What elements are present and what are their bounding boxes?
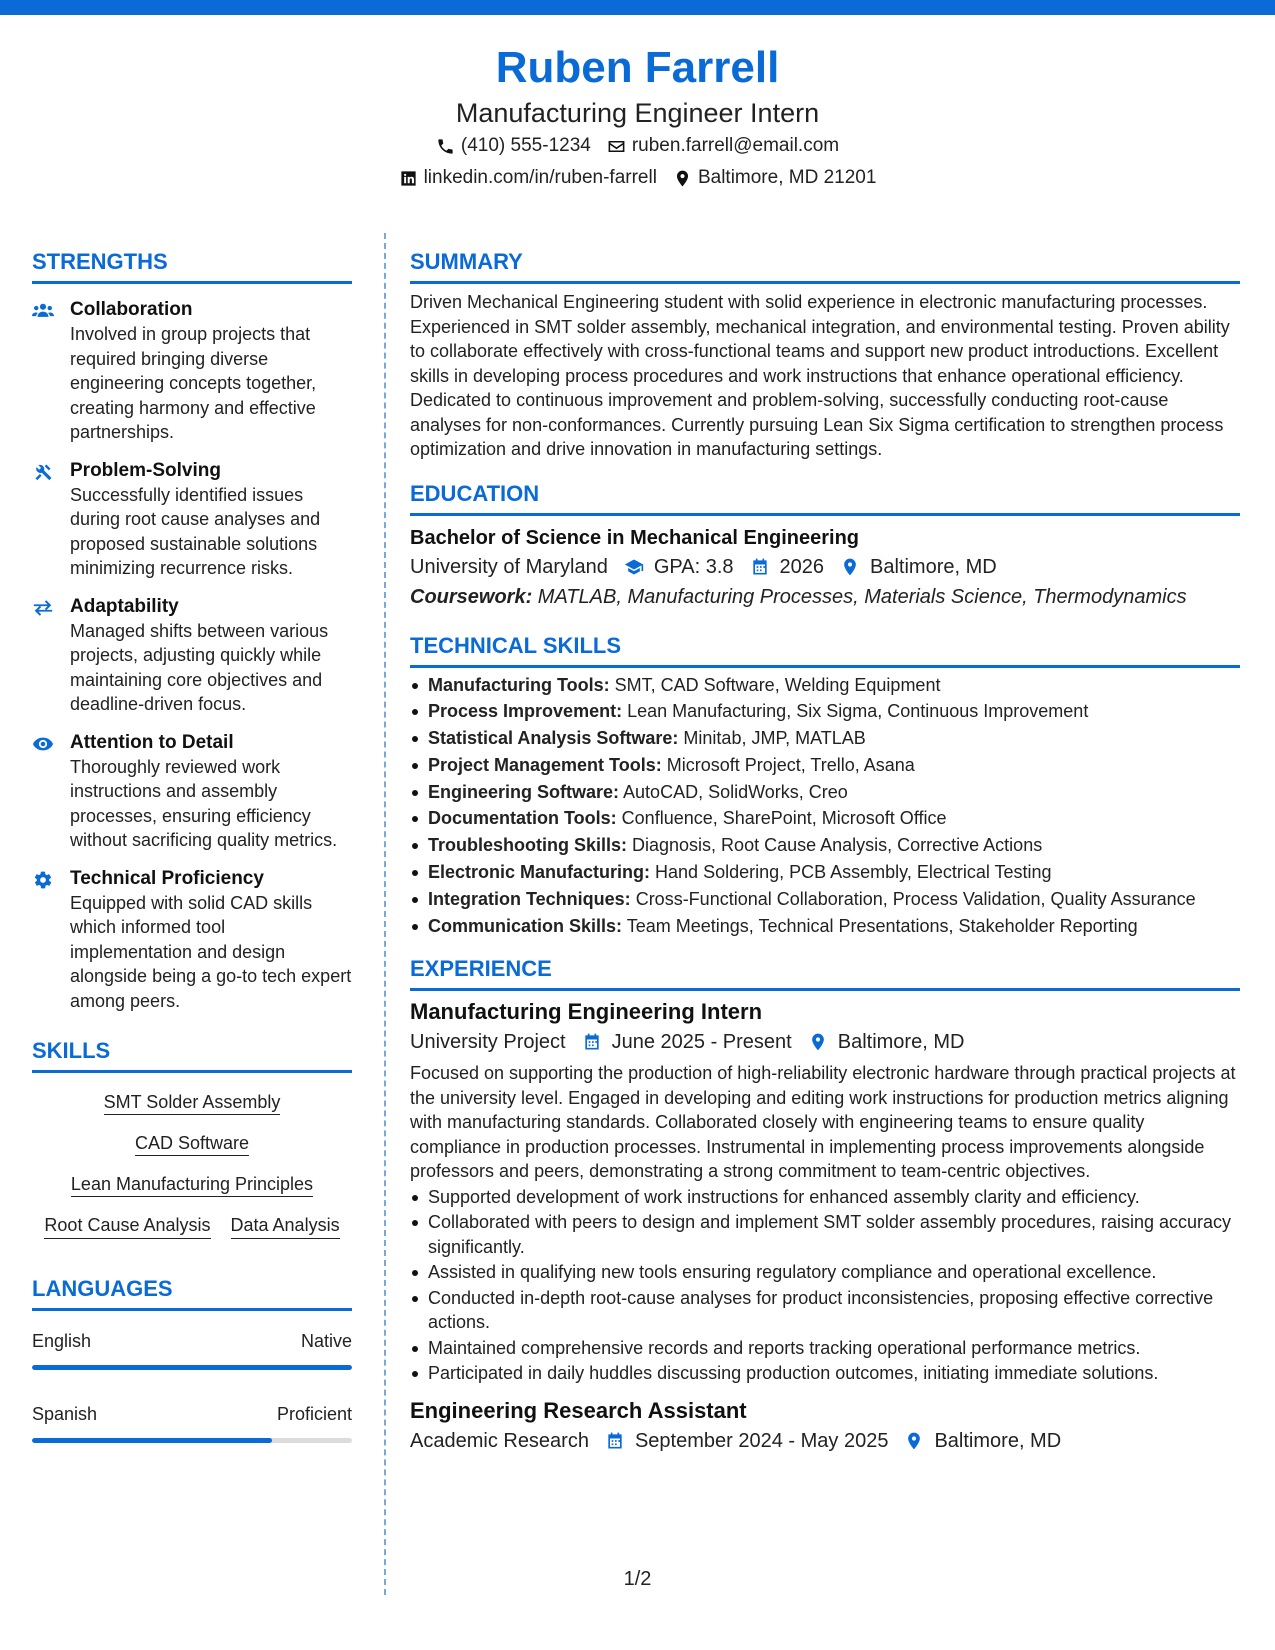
school-name: University of Maryland xyxy=(410,555,608,578)
location-text: Baltimore, MD 21201 xyxy=(697,167,877,188)
linkedin-icon xyxy=(399,169,418,188)
technical-skill-value: Hand Soldering, PCB Assembly, Electrical Testing xyxy=(650,862,1052,883)
contact-row-2 xyxy=(0,162,1275,194)
gear-icon xyxy=(32,870,54,890)
job-location: Baltimore, MD xyxy=(837,1031,965,1054)
language-name: English xyxy=(32,1331,92,1351)
job-dates: June 2025 - Present xyxy=(611,1031,792,1054)
location-item xyxy=(673,162,876,194)
technical-skill-value: Lean Manufacturing, Six Sigma, Continuous Improvement xyxy=(622,701,1089,722)
coursework-label: Coursework: xyxy=(410,585,533,608)
language-proficiency-fill xyxy=(32,1438,272,1443)
strength-item xyxy=(32,298,352,445)
column-divider xyxy=(384,233,386,1595)
technical-skill-item xyxy=(410,805,1240,832)
technical-skill-label: Project Management Tools: xyxy=(428,754,662,775)
technical-skill-item xyxy=(410,698,1240,725)
strength-title: Attention to Detail xyxy=(70,731,234,753)
language-proficiency-bar xyxy=(32,1438,352,1443)
email-text: ruben.farrell@email.com xyxy=(631,135,840,156)
contact-row-1 xyxy=(0,130,1275,162)
technical-skill-value: Cross-Functional Collaboration, Process Validation, Quality Assurance xyxy=(630,888,1196,909)
summary-text: Driven Mechanical Engineering student with solid experience in electronic manufacturing processes. Experienced in SMT solder assembly, mechanical integration, and environmental testing. Proven ability to collaborate effectively with cross-functional teams and support new product introductions. Excellent skills in developing process procedures and work instructions that enhance operational efficiency. Dedicated to continuous improvement and problem-solving, successfully conducting root-cause analyses for non-conformances. Currently pursuing Lean Six Sigma certification to strengthen process optimization and drive innovation in manufacturing settings. xyxy=(410,292,1230,459)
section-rule xyxy=(410,513,1240,516)
strength-desc: Successfully identified issues during root cause analyses and proposed sustainable solutions minimizing recurrence risks. xyxy=(70,484,321,578)
coursework xyxy=(410,582,1240,612)
language-name: Spanish xyxy=(32,1404,98,1424)
strengths-title: STRENGTHS xyxy=(32,249,168,274)
education-section xyxy=(410,478,1240,612)
strength-title: Collaboration xyxy=(70,299,193,320)
job-bullets xyxy=(410,1185,1240,1386)
linkedin-text: linkedin.com/in/ruben-farrell xyxy=(423,167,657,188)
strength-title: Technical Proficiency xyxy=(70,867,264,889)
language-level: Native xyxy=(300,1331,352,1351)
degree-title: Bachelor of Science in Mechanical Engineering xyxy=(410,526,860,549)
top-accent-bar xyxy=(0,0,1275,15)
skill-tag: SMT Solder Assembly xyxy=(104,1092,281,1115)
map-pin-icon xyxy=(808,1032,828,1052)
strengths-section xyxy=(32,246,352,1013)
section-rule xyxy=(410,665,1240,668)
candidate-name: Ruben Farrell xyxy=(495,43,780,92)
page-number: 1/2 xyxy=(623,1568,652,1590)
technical-skill-label: Electronic Manufacturing: xyxy=(428,862,651,883)
job-org: University Project xyxy=(410,1031,566,1054)
phone-text: (410) 555-1234 xyxy=(460,135,591,156)
strength-desc: Involved in group projects that required bringing diverse engineering concepts together, creating harmony and effective partnerships. xyxy=(70,324,317,442)
technical-skill-label: Engineering Software: xyxy=(428,781,620,802)
summary-section xyxy=(410,246,1240,462)
arrows-exchange-icon xyxy=(32,598,54,618)
calendar-icon xyxy=(750,557,770,577)
summary-title: SUMMARY xyxy=(410,249,523,274)
technical-skill-value: Minitab, JMP, MATLAB xyxy=(678,728,866,749)
job-location: Baltimore, MD xyxy=(934,1429,1062,1452)
graduation-year: 2026 xyxy=(779,555,825,578)
technical-skill-item xyxy=(410,913,1240,940)
section-rule xyxy=(410,281,1240,284)
language-item xyxy=(32,1329,352,1370)
education-location: Baltimore, MD xyxy=(870,555,997,578)
strength-item xyxy=(32,595,352,717)
section-rule xyxy=(32,281,352,284)
job-bullet: Maintained comprehensive records and reports tracking operational performance metrics. xyxy=(410,1336,1240,1361)
phone-icon xyxy=(436,137,455,156)
skill-tag: CAD Software xyxy=(135,1133,249,1156)
job-bullet: Conducted in-depth root-cause analyses for product inconsistencies, proposing effective corrective actions. xyxy=(410,1286,1240,1335)
envelope-icon xyxy=(607,137,626,156)
technical-skill-value: Confluence, SharePoint, Microsoft Office xyxy=(616,808,947,829)
job-bullet: Assisted in qualifying new tools ensuring regulatory compliance and operational excellence. xyxy=(410,1260,1240,1285)
skill-row xyxy=(32,1132,352,1154)
strength-item xyxy=(32,867,352,1014)
job-title: Engineering Research Assistant xyxy=(410,1397,747,1423)
technical-skill-item xyxy=(410,752,1240,779)
job-dates: September 2024 - May 2025 xyxy=(634,1429,889,1452)
skill-tag: Lean Manufacturing Principles xyxy=(71,1174,313,1197)
job-bullet: Participated in daily huddles discussing production outcomes, initiating immediate solutions. xyxy=(410,1361,1240,1386)
resume-header xyxy=(0,40,1275,194)
technical-skill-value: Team Meetings, Technical Presentations, Stakeholder Reporting xyxy=(622,915,1138,936)
job-entry xyxy=(410,1396,1240,1456)
strength-title: Adaptability xyxy=(70,595,179,617)
language-level: Proficient xyxy=(276,1404,352,1424)
technical-skill-label: Integration Techniques: xyxy=(428,888,631,909)
job-org: Academic Research xyxy=(410,1429,589,1452)
skills-tags xyxy=(32,1073,352,1247)
technical-skill-item xyxy=(410,725,1240,752)
experience-section xyxy=(410,953,1240,1456)
map-pin-icon xyxy=(673,169,692,188)
technical-skill-label: Documentation Tools: xyxy=(428,808,617,829)
skill-tag: Root Cause Analysis xyxy=(44,1214,210,1239)
map-pin-icon xyxy=(840,557,860,577)
skills-section xyxy=(32,1035,352,1247)
strength-title: Problem-Solving xyxy=(70,459,221,481)
right-column xyxy=(410,246,1240,1456)
eye-icon xyxy=(32,734,54,754)
languages-section xyxy=(32,1273,352,1443)
strength-item xyxy=(32,459,352,581)
technical-skill-label: Statistical Analysis Software: xyxy=(428,728,679,749)
tools-icon xyxy=(32,462,54,482)
skill-row xyxy=(32,1091,352,1113)
skills-title: SKILLS xyxy=(32,1038,111,1063)
language-item xyxy=(32,1402,352,1443)
job-description: Focused on supporting the production of high-reliability electronic hardware through practical projects at the university level. Engaged in developing and editing work instructions for production metrics aligning with manufacturing standards. Collaborated closely with engineering teams to ensure quality compliance in production processes. Instrumental in implementing process improvements alongside professors and peers, demonstrating a strong commitment to team-centric objectives. xyxy=(410,1063,1236,1182)
email-item[interactable] xyxy=(607,130,839,162)
language-proficiency-bar xyxy=(32,1365,352,1370)
skill-tag: Data Analysis xyxy=(231,1214,340,1239)
technical-skills-section xyxy=(410,630,1240,940)
technical-skill-label: Troubleshooting Skills: xyxy=(428,835,628,856)
calendar-icon xyxy=(605,1431,625,1451)
job-meta xyxy=(410,1426,1240,1456)
technical-skills-title: TECHNICAL SKILLS xyxy=(410,632,622,658)
linkedin-item[interactable] xyxy=(399,162,657,194)
left-column xyxy=(32,246,352,1443)
calendar-icon xyxy=(582,1032,602,1052)
map-pin-icon xyxy=(904,1431,924,1451)
technical-skill-label: Manufacturing Tools: xyxy=(428,674,610,695)
graduation-cap-icon xyxy=(624,557,644,577)
phone-item xyxy=(436,130,591,162)
technical-skill-label: Process Improvement: xyxy=(428,701,623,722)
candidate-title: Manufacturing Engineer Intern xyxy=(455,98,820,128)
job-title: Manufacturing Engineering Intern xyxy=(410,999,763,1025)
technical-skill-value: SMT, CAD Software, Welding Equipment xyxy=(609,674,941,695)
technical-skill-item xyxy=(410,832,1240,859)
job-meta xyxy=(410,1027,1240,1057)
section-rule xyxy=(410,988,1240,991)
languages-title: LANGUAGES xyxy=(32,1276,173,1301)
technical-skill-item xyxy=(410,779,1240,806)
technical-skill-value: Microsoft Project, Trello, Asana xyxy=(661,754,915,775)
technical-skill-value: Diagnosis, Root Cause Analysis, Corrective Actions xyxy=(627,835,1043,856)
users-icon xyxy=(32,301,54,321)
technical-skill-value: AutoCAD, SolidWorks, Creo xyxy=(619,781,848,802)
technical-skills-list xyxy=(410,672,1240,940)
strength-item xyxy=(32,731,352,853)
strength-desc: Equipped with solid CAD skills which informed tool implementation and design alongside being a go-to tech expert among peers. xyxy=(70,892,352,1011)
language-proficiency-fill xyxy=(32,1365,352,1370)
technical-skill-label: Communication Skills: xyxy=(428,915,623,936)
experience-title: EXPERIENCE xyxy=(410,956,552,982)
job-bullet: Collaborated with peers to design and implement SMT solder assembly procedures, raising accuracy significantly. xyxy=(410,1210,1240,1259)
job-entry xyxy=(410,997,1240,1386)
gpa: GPA: 3.8 xyxy=(653,555,734,578)
skill-row xyxy=(32,1173,352,1195)
coursework-list: MATLAB, Manufacturing Processes, Materials Science, Thermodynamics xyxy=(532,585,1187,608)
technical-skill-item xyxy=(410,886,1240,913)
technical-skill-item xyxy=(410,859,1240,886)
education-meta xyxy=(410,552,1240,582)
strength-desc: Thoroughly reviewed work instructions and assembly processes, ensuring efficiency without sacrificing quality metrics. xyxy=(70,756,338,850)
education-title: EDUCATION xyxy=(410,480,540,506)
technical-skill-item xyxy=(410,672,1240,699)
strength-desc: Managed shifts between various projects, adjusting quickly while maintaining core objectives and deadline-driven focus. xyxy=(70,620,329,714)
section-rule xyxy=(32,1308,352,1311)
job-bullet: Supported development of work instructions for enhanced assembly clarity and efficiency. xyxy=(410,1185,1240,1210)
